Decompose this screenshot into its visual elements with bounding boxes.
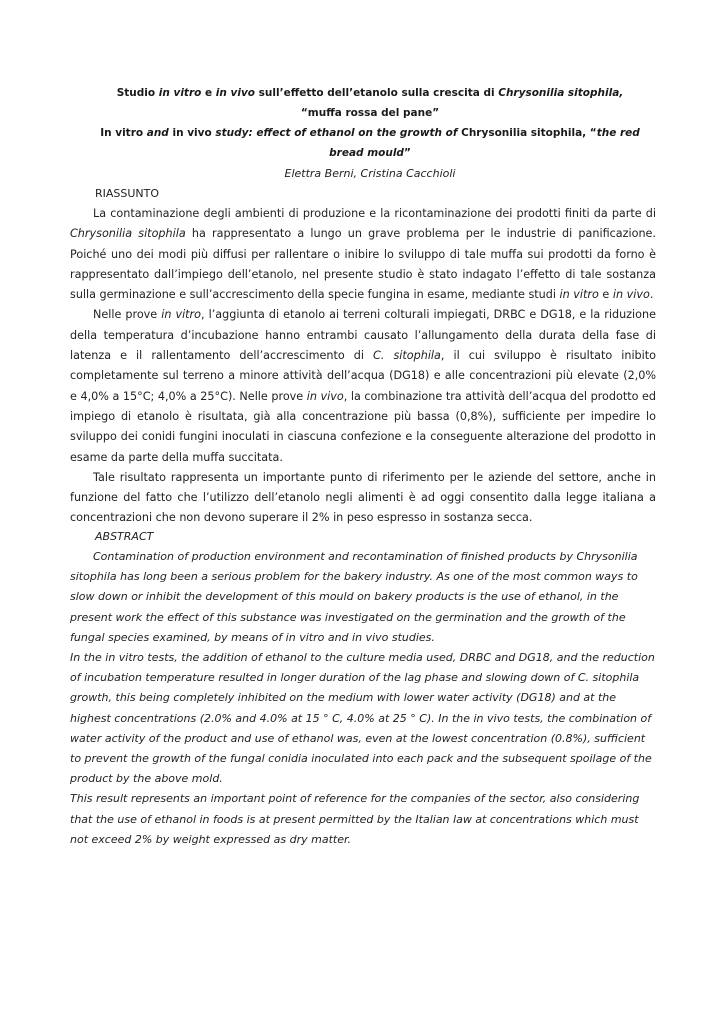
riassunto-body: [70, 204, 656, 529]
title-it-text: “muffa rossa del pane”: [300, 107, 440, 119]
title-it-emph: in vitro: [158, 87, 202, 99]
paragraph-text: e: [598, 288, 613, 302]
title-en-species: Chrysonilia sitophila, “: [457, 127, 597, 139]
abstract-paragraph-3: This result represents an important point of reference for the companies of the sector, also considering that the use of ethanol in foods is at present permitted by the Italian law at concentrations which must not exceed 2% by weight expressed as dry matter.: [70, 792, 640, 846]
abstract-heading: ABSTRACT: [95, 530, 154, 543]
paragraph-emph: in vivo: [306, 389, 344, 403]
paragraph-text: , l’aggiunta di etanolo ai terreni colturali impiegati, DRBC e DG18, e la riduzione della temperatura d’incubazione hanno entrambi causato l’allungamento della durata della fase di latenza e il rallentamento dell’accrescimento di: [70, 308, 656, 363]
title-en-emph: and: [146, 127, 169, 139]
riassunto-paragraph-3: Tale risultato rappresenta un importante punto di riferimento per le aziende del settore, anche in funzione del fatto che l’utilizzo dell’etanolo negli alimenti è ad oggi consentito dalla legge italiana a concentrazioni che non devono superare il 2% in peso espresso in sostanza secca.: [70, 470, 656, 525]
paragraph-text: , il cui sviluppo è risultato inibito completamente sul terreno a minore attività dell’acqua (DG18) e alle concentrazioni più elevate (2,0% e 4,0% a 15°C; 4,0% a 25°C). Nelle prove: [70, 349, 656, 403]
paragraph-emph: Chrysonilia sitophila: [70, 227, 186, 241]
paragraph-text: Nelle prove: [93, 308, 162, 322]
title-it-text: Studio: [116, 87, 159, 99]
paragraph-text: La contaminazione degli ambienti di produzione e la ricontaminazione dei prodotti finiti da parte di: [93, 207, 656, 220]
title-it-species: Chrysonilia sitophila,: [498, 87, 624, 99]
title-english: [95, 123, 645, 163]
title-it-text: sull’effetto dell’etanolo sulla crescita di: [255, 87, 499, 99]
title-en-emph: the red bread mould: [329, 127, 640, 159]
paragraph-emph: in vivo: [612, 288, 650, 302]
riassunto-paragraph-2: [70, 305, 656, 467]
abstract-paragraph-1: Contamination of production environment and recontamination of finished products by Chrysonilia sitophila has long been a serious problem for the bakery industry. As one of the most common ways to slow down or inhibit the development of this mould on bakery products is the use of ethanol, in the present work the effect of this substance was investigated on the germination and the growth of the fungal species examined, by means of in vitro and in vivo studies.: [70, 550, 638, 644]
paragraph-emph: in vitro: [161, 308, 202, 322]
abstract-paragraph-2: In the in vitro tests, the addition of ethanol to the culture media used, DRBC and DG18, and the reduction of incubation temperature resulted in longer duration of the lag phase and slowing down of C. sitophila growth, this being completely inhibited on the medium with lower water activity (DG18) and at the highest concentrations (2.0% and 4.0% at 15 ° C, 4.0% at 25 ° C). In the in vivo tests, the combination of water activity of the product and use of ethanol was, even at the lowest concentration (0.8%), sufficient to prevent the growth of the fungal conidia inoculated into each pack and the subsequent spoilage of the product by the above mold.: [70, 651, 655, 786]
title-it-emph: in vivo: [215, 87, 256, 99]
title-en-emph: study: effect of ethanol on the growth of: [215, 127, 458, 139]
abstract-body: [70, 547, 656, 850]
paragraph-text: , la combinazione tra attività dell’acqua del prodotto ed impiego di etanolo è risultata, già alla concentrazione più bassa (0,8%), sufficiente per impedire lo sviluppo dei conidi fungini inoculati in ciascuna confezione e la conseguente alterazione del prodotto in esame da parte della muffa succitata.: [70, 389, 656, 464]
paragraph-emph: C. sitophila: [373, 349, 441, 363]
title-it-text: e: [201, 87, 216, 99]
title-italian: [95, 83, 645, 123]
title-en-text: ”: [403, 147, 411, 159]
paragraph-emph: in vitro: [559, 288, 599, 302]
title-en-text: in vivo: [168, 127, 216, 139]
title-en-text: In vitro: [100, 127, 147, 139]
authors: Elettra Berni, Cristina Cacchioli: [284, 167, 456, 180]
riassunto-paragraph-1: [70, 204, 656, 305]
paragraph-text: .: [649, 288, 654, 302]
riassunto-heading: RIASSUNTO: [95, 187, 160, 200]
paragraph-text: ha rappresentato a lungo un grave problema per le industrie di panificazione. Poiché uno dei modi più diffusi per rallentare o inibire lo sviluppo di tale muffa sui prodotti da forno è rappresentato dall’impiego dell’etanolo, nel presente studio è stato indagato l’effetto di tale sostanza sulla germinazione e sull’accrescimento della specie fungina in esame, mediante studi: [70, 227, 656, 302]
